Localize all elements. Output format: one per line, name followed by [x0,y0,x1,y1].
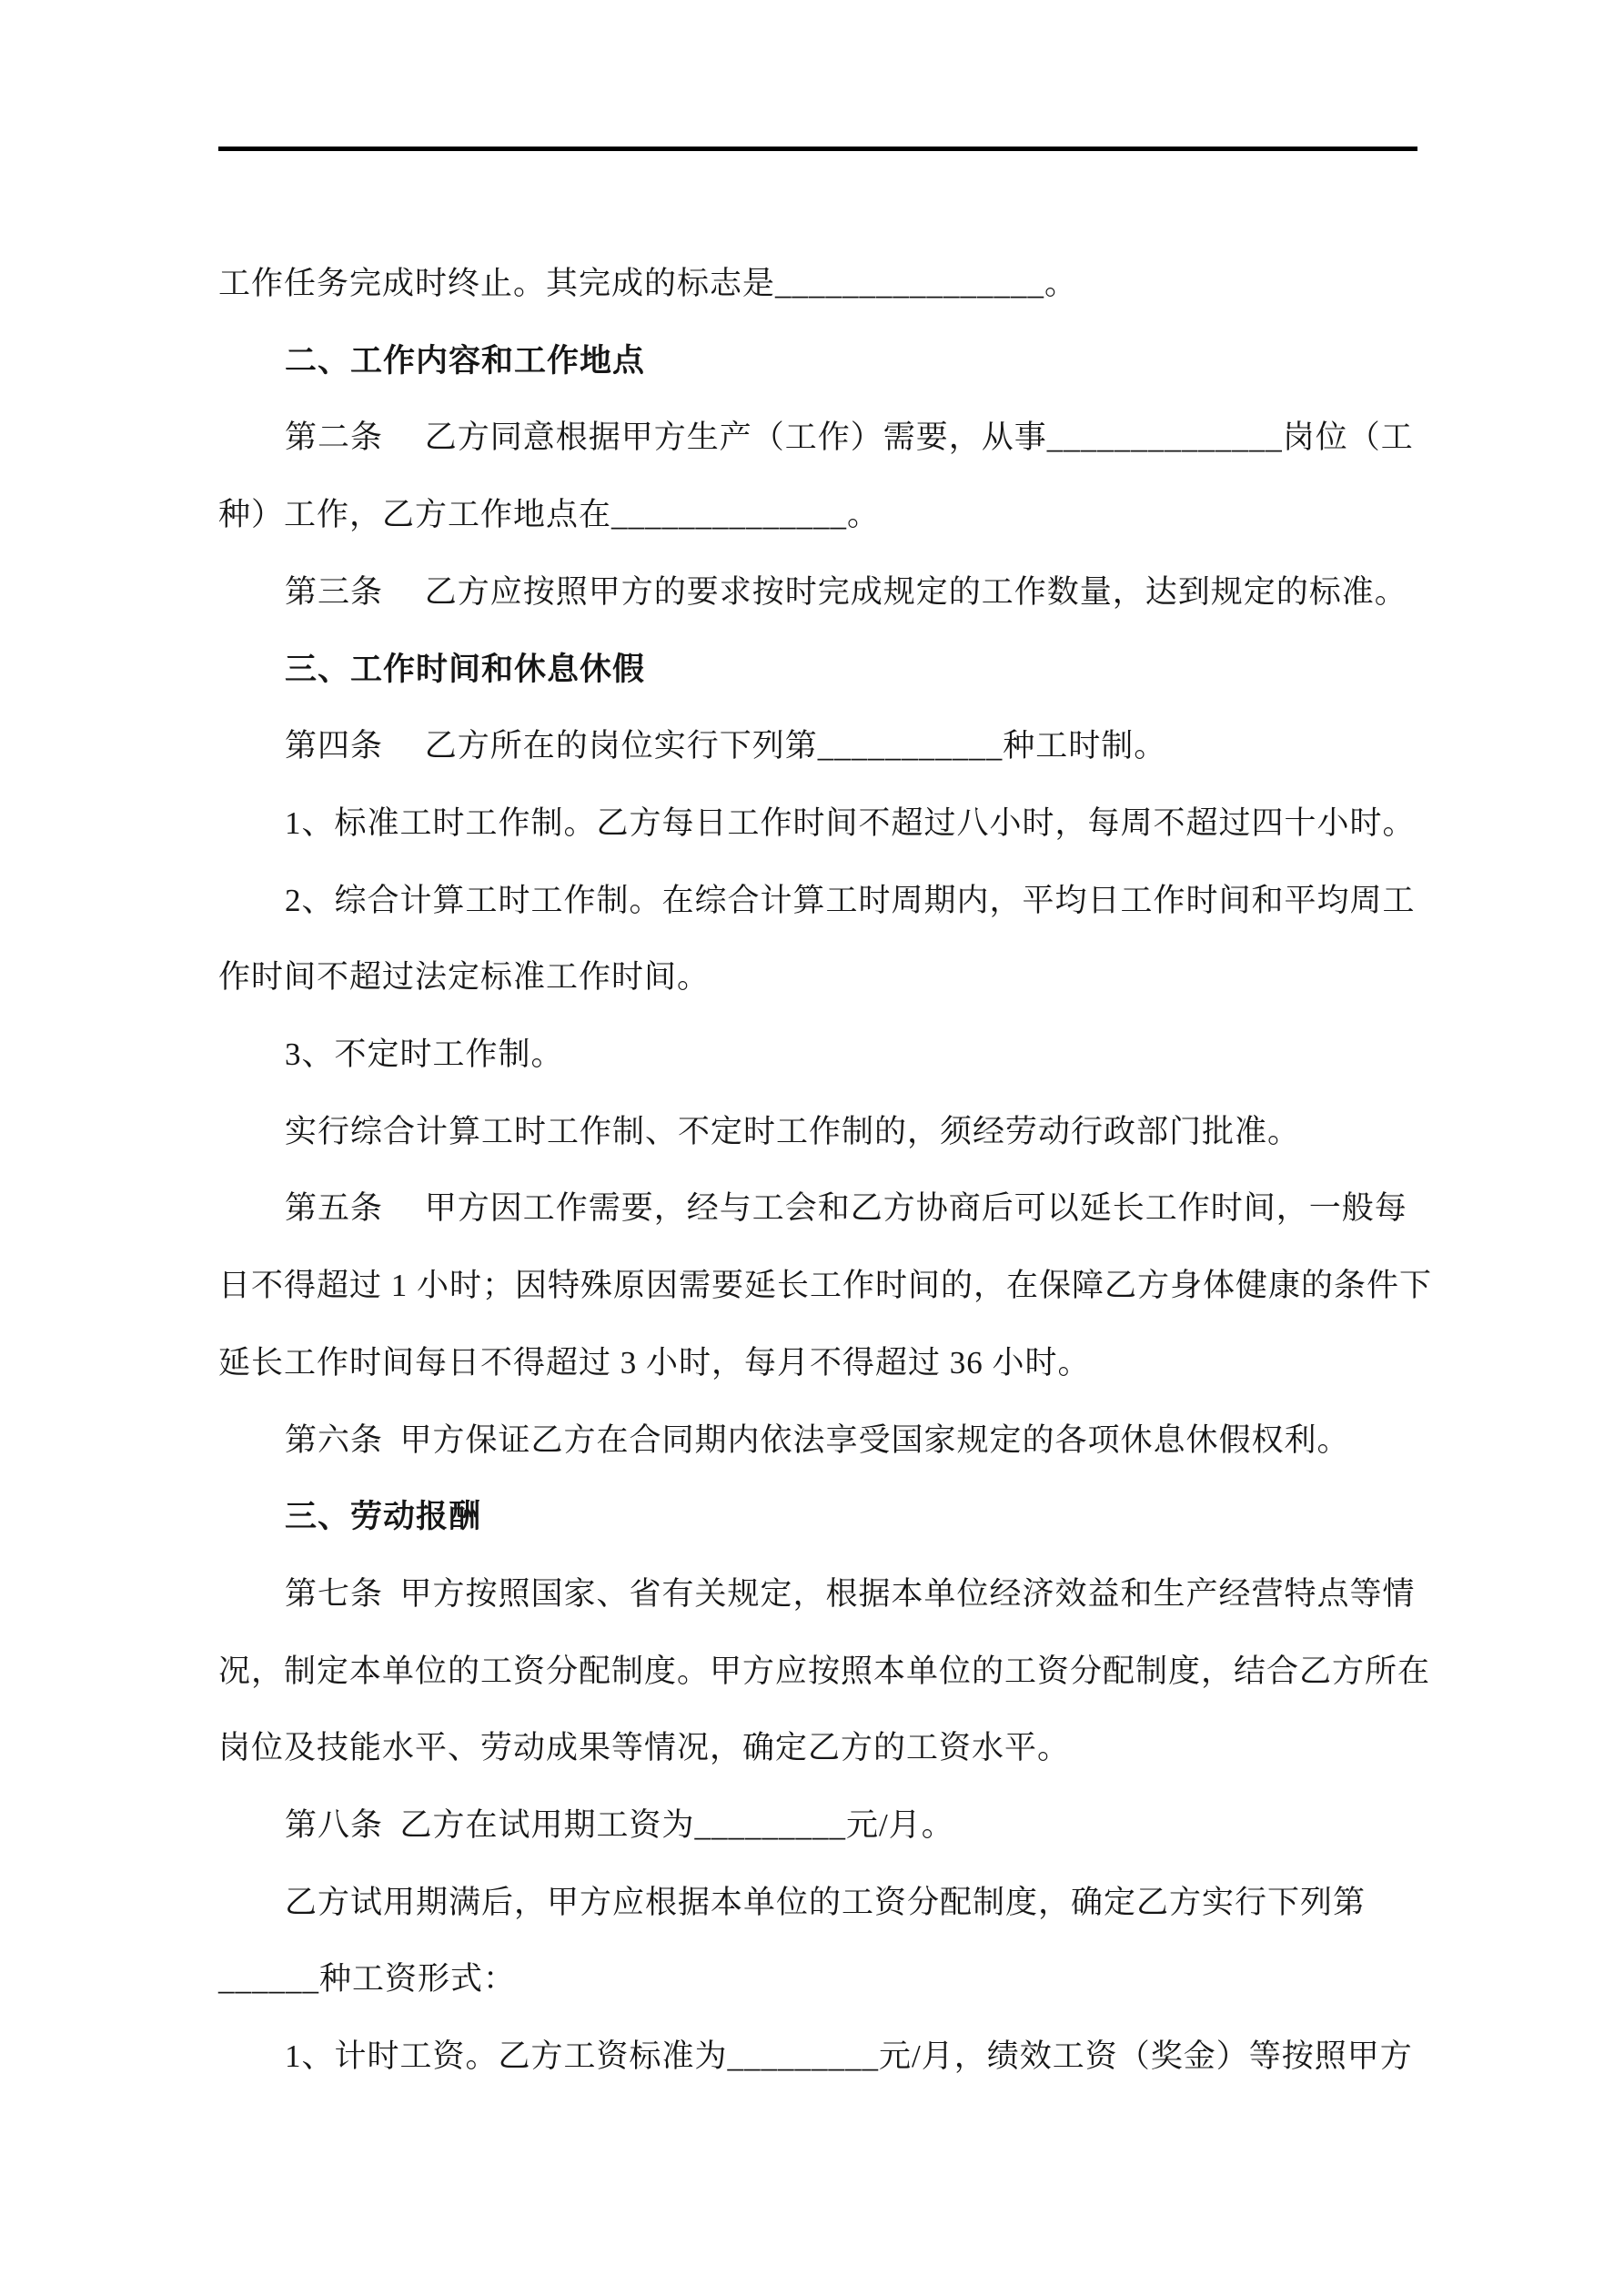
section-heading-work-content: 二、工作内容和工作地点 [285,342,646,379]
work-hour-item-1: 1、标准工时工作制。乙方每日工作时间不超过八小时，每周不超过四十小时。 [285,804,1416,841]
clause-7-line-2: 况，制定本单位的工资分配制度。甲方应按照本单位的工资分配制度，结合乙方所在 [218,1653,1431,1689]
header-rule [218,147,1417,151]
clause-7-line-3: 岗位及技能水平、劳动成果等情况，确定乙方的工资水平。 [218,1730,1071,1766]
clause-7-line-1: 第七条 甲方按照国家、省有关规定，根据本单位经济效益和生产经营特点等情 [285,1575,1416,1612]
work-hour-item-3: 3、不定时工作制。 [285,1037,564,1073]
clause-5-line-3: 延长工作时间每日不得超过 3 小时，每月不得超过 36 小时。 [218,1344,1091,1381]
clause-8-line: 第八条 乙方在试用期工资为_________元/月。 [285,1807,954,1844]
section-heading-work-time: 三、工作时间和休息休假 [285,651,646,687]
clause-2-line-2: 种）工作，乙方工作地点在______________。 [218,497,881,533]
work-hour-item-2-line-2: 作时间不超过法定标准工作时间。 [218,959,711,996]
clause-4-line: 第四条 乙方所在的岗位实行下列第___________种工时制。 [285,728,1167,764]
section-heading-labor-pay: 三、劳动报酬 [285,1499,482,1535]
contract-body [218,246,1433,2096]
approval-note-line: 实行综合计算工时工作制、不定时工作制的，须经劳动行政部门批准。 [285,1113,1301,1149]
wage-form-item-1: 1、计时工资。乙方工资标准为_________元/月，绩效工资（奖金）等按照甲方 [285,2038,1413,2075]
clause-1-completion-line: 工作任务完成时终止。其完成的标志是________________。 [218,266,1078,301]
clause-6-line: 第六条 甲方保证乙方在合同期内依法享受国家规定的各项休息休假权利。 [285,1421,1350,1458]
clause-3-line: 第三条 乙方应按照甲方的要求按时完成规定的工作数量，达到规定的标准。 [285,573,1407,610]
probation-wage-line-1: 乙方试用期满后，甲方应根据本单位的工资分配制度，确定乙方实行下列第 [285,1884,1367,1920]
clause-5-line-2: 日不得超过 1 小时；因特殊原因需要延长工作时间的，在保障乙方身体健康的条件下 [218,1268,1433,1304]
clause-5-line-1: 第五条 甲方因工作需要，经与工会和乙方协商后可以延长工作时间，一般每 [285,1190,1407,1227]
probation-wage-line-2: ______种工资形式： [218,1961,517,1998]
work-hour-item-2-line-1: 2、综合计算工时工作制。在综合计算工时周期内，平均日工作时间和平均周工 [285,882,1416,918]
clause-2-line-1: 第二条 乙方同意根据甲方生产（工作）需要，从事______________岗位（工 [285,420,1414,456]
